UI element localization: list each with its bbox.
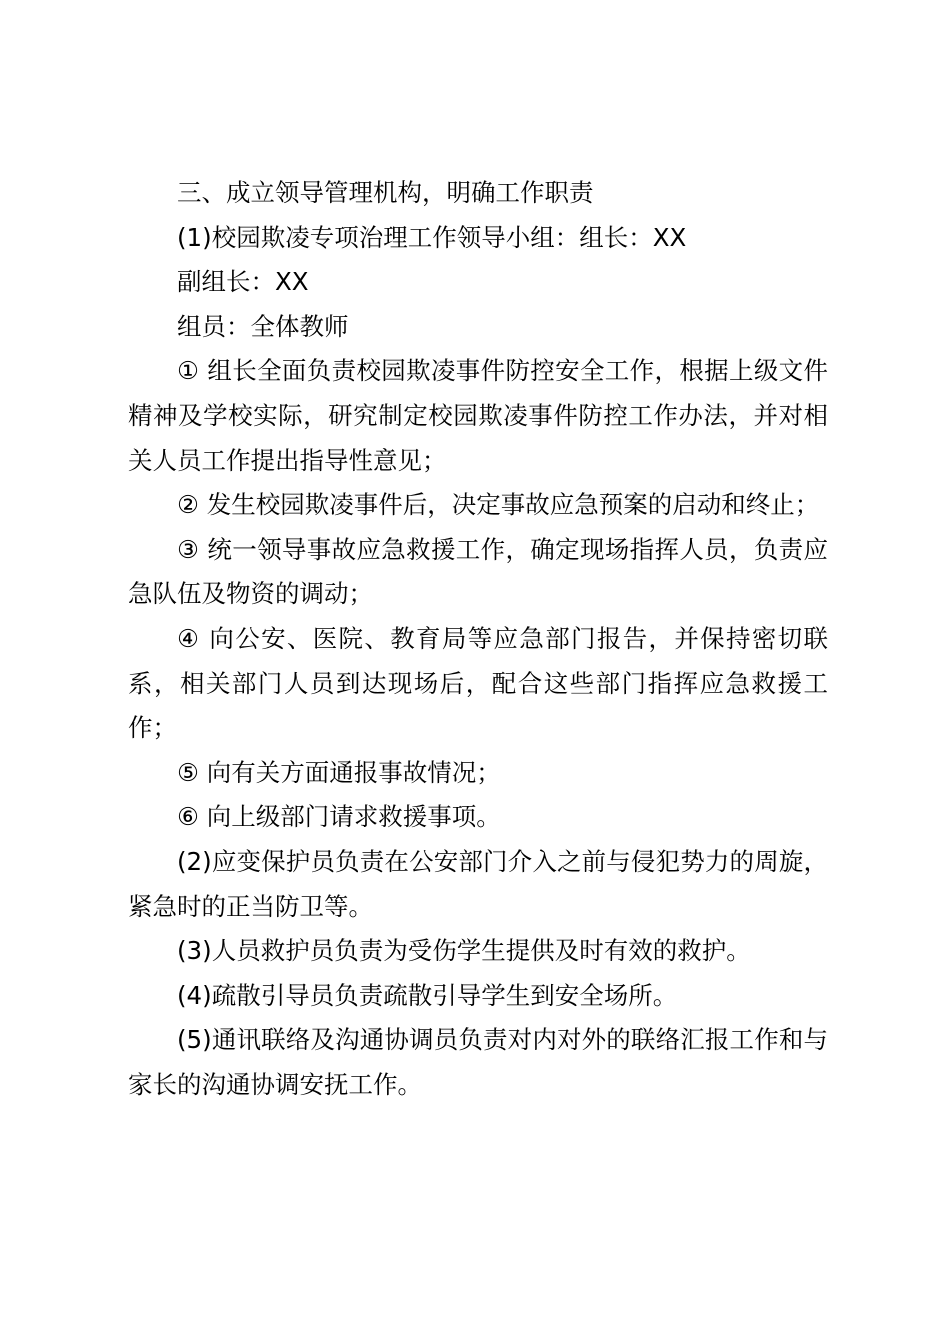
duty-item-1: ① 组长全面负责校园欺凌事件防控安全工作，根据上级文件精神及学校实际，研究制定校园欺凌事件防控工作办法，并对相关人员工作提出指导性意见； — [128, 356, 828, 475]
duty-item-4: ④ 向公安、医院、教育局等应急部门报告，并保持密切联系，相关部门人员到达现场后，配合这些部门指挥应急救援工作； — [128, 623, 828, 743]
paragraph-protection-officer: (2)应变保护员负责在公安部门介入之前与侵犯势力的周旋，紧急时的正当防卫等。 — [128, 846, 828, 921]
paragraph-deputy-leader: 副组长：XX — [177, 267, 309, 297]
duty-item-6: ⑥ 向上级部门请求救援事项。 — [177, 802, 501, 832]
duty-item-5: ⑤ 向有关方面通报事故情况； — [177, 757, 501, 787]
document-body — [128, 171, 828, 1107]
paragraph-rescue-officer: (3)人员救护员负责为受伤学生提供及时有效的救护。 — [177, 936, 751, 966]
paragraph-communication-officer: (5)通讯联络及沟通协调员负责对内对外的联络汇报工作和与家长的沟通协调安抚工作。 — [128, 1025, 828, 1099]
paragraph-leadership-group: (1)校园欺凌专项治理工作领导小组：组长：XX — [177, 222, 687, 252]
section-heading: 三、成立领导管理机构，明确工作职责 — [177, 178, 594, 207]
paragraph-evacuation-officer: (4)疏散引导员负责疏散引导学生到安全场所。 — [177, 980, 678, 1010]
duty-item-3: ③ 统一领导事故应急救援工作，确定现场指挥人员，负责应急队伍及物资的调动； — [128, 534, 828, 609]
duty-item-2: ② 发生校园欺凌事件后，决定事故应急预案的启动和终止； — [177, 490, 820, 520]
paragraph-members: 组员：全体教师 — [177, 311, 349, 341]
